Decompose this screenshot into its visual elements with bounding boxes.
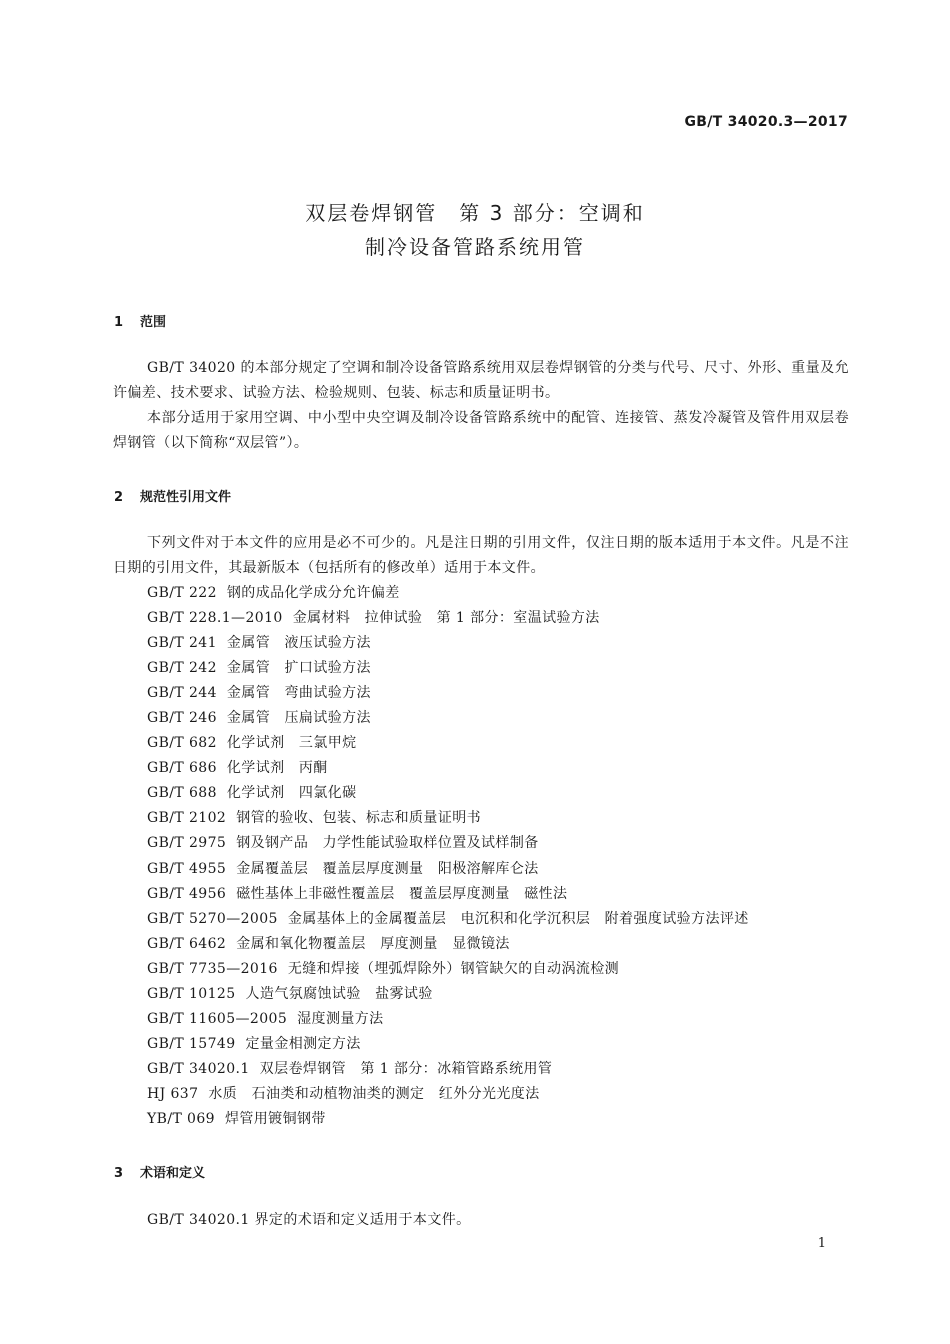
reference-item	[147, 1057, 749, 1082]
page-number: 1	[817, 1236, 826, 1251]
title-line-2: 制冷设备管路系统用管	[365, 235, 585, 259]
reference-code: GB/T 241	[147, 635, 217, 652]
reference-item	[147, 957, 749, 982]
section-title: 术语和定义	[140, 1166, 206, 1181]
reference-item	[147, 831, 749, 856]
reference-item	[147, 756, 749, 781]
reference-code: GB/T 682	[147, 735, 217, 752]
reference-title: 湿度测量方法	[297, 1010, 384, 1027]
reference-code: GB/T 2102	[147, 810, 227, 827]
reference-item	[147, 581, 749, 606]
reference-item	[147, 1107, 749, 1132]
reference-code: GB/T 4955	[147, 860, 227, 877]
section-number: 2	[114, 490, 124, 505]
reference-item	[147, 606, 749, 631]
reference-list	[147, 581, 749, 1132]
scope-paragraph-1: GB/T 34020 的本部分规定了空调和制冷设备管路系统用双层卷焊钢管的分类与代号、尺寸、外形、重量及允许偏差、技术要求、试验方法、检验规则、包装、标志和质量证明书。	[113, 360, 849, 401]
reference-code: GB/T 222	[147, 585, 217, 601]
reference-item	[147, 731, 749, 756]
reference-item	[147, 982, 749, 1007]
reference-title: 金属管 压扁试验方法	[226, 710, 371, 727]
reference-title: 金属材料 拉伸试验 第 1 部分：室温试验方法	[292, 610, 600, 627]
reference-item	[147, 932, 749, 957]
reference-code: GB/T 2975	[147, 835, 227, 852]
reference-item	[147, 857, 749, 882]
reference-item	[147, 1082, 749, 1107]
reference-title: 金属覆盖层 覆盖层厚度测量 阳极溶解库仑法	[236, 860, 539, 877]
reference-item	[147, 631, 749, 656]
reference-title: 金属管 扩口试验方法	[226, 660, 371, 677]
section-3-heading	[114, 1162, 205, 1181]
reference-title: 金属管 弯曲试验方法	[226, 685, 371, 702]
section-1-heading	[114, 311, 166, 330]
reference-item	[147, 1007, 749, 1032]
reference-code: GB/T 5270—2005	[147, 910, 278, 927]
reference-item	[147, 1032, 749, 1057]
reference-code: GB/T 686	[147, 760, 217, 777]
section-number: 3	[114, 1166, 124, 1181]
reference-title: 金属基体上的金属覆盖层 电沉积和化学沉积层 附着强度试验方法评述	[287, 910, 749, 927]
reference-code: GB/T 15749	[147, 1035, 236, 1052]
reference-item	[147, 706, 749, 731]
reference-code: GB/T 246	[147, 710, 217, 727]
reference-title: 双层卷焊钢管 第 1 部分：冰箱管路系统用管	[259, 1060, 553, 1077]
reference-title: 钢的成品化学成分允许偏差	[226, 585, 400, 601]
reference-item	[147, 882, 749, 907]
reference-title: 化学试剂 三氯甲烷	[226, 735, 357, 752]
reference-code: YB/T 069	[147, 1110, 215, 1127]
reference-title: 人造气氛腐蚀试验 盐雾试验	[245, 985, 433, 1002]
reference-code: GB/T 228.1—2010	[147, 610, 283, 627]
reference-title: 钢及钢产品 力学性能试验取样位置及试样制备	[236, 835, 539, 852]
reference-item	[147, 681, 749, 706]
reference-title: 磁性基体上非磁性覆盖层 覆盖层厚度测量 磁性法	[236, 885, 568, 902]
section-number: 1	[114, 315, 124, 330]
reference-title: 焊管用镀铜钢带	[224, 1110, 326, 1127]
reference-code: GB/T 4956	[147, 885, 227, 902]
reference-item	[147, 781, 749, 806]
reference-title: 钢管的验收、包装、标志和质量证明书	[236, 810, 482, 827]
title-line-1: 双层卷焊钢管 第 3 部分：空调和	[305, 201, 645, 225]
reference-code: GB/T 688	[147, 785, 217, 802]
standard-code: GB/T 34020.3—2017	[684, 114, 848, 130]
reference-code: GB/T 11605—2005	[147, 1010, 288, 1027]
reference-code: GB/T 10125	[147, 985, 236, 1002]
reference-title: 化学试剂 四氯化碳	[226, 785, 357, 802]
scope-paragraph-2: 本部分适用于家用空调、中小型中央空调及制冷设备管路系统中的配管、连接管、蒸发冷凝管及管件用双层卷焊钢管（以下简称“双层管”）。	[113, 410, 849, 451]
reference-item	[147, 907, 749, 932]
normative-intro: 下列文件对于本文件的应用是必不可少的。凡是注日期的引用文件，仅注日期的版本适用于本文件。凡是不注日期的引用文件，其最新版本（包括所有的修改单）适用于本文件。	[113, 535, 849, 576]
reference-title: 水质 石油类和动植物油类的测定 红外分光光度法	[208, 1085, 540, 1102]
reference-code: GB/T 34020.1	[147, 1060, 250, 1077]
terms-paragraph: GB/T 34020.1 界定的术语和定义适用于本文件。	[147, 1212, 471, 1228]
reference-code: GB/T 244	[147, 685, 217, 702]
reference-title: 金属和氧化物覆盖层 厚度测量 显微镜法	[236, 935, 510, 952]
reference-title: 金属管 液压试验方法	[226, 635, 371, 652]
reference-item	[147, 806, 749, 831]
reference-title: 无缝和焊接（埋弧焊除外）钢管缺欠的自动涡流检测	[287, 960, 620, 977]
section-title: 范围	[140, 315, 167, 330]
reference-code: GB/T 7735—2016	[147, 960, 278, 977]
reference-title: 化学试剂 丙酮	[226, 760, 328, 777]
document-title	[0, 196, 950, 264]
reference-code: HJ 637	[147, 1085, 199, 1102]
reference-item	[147, 656, 749, 681]
section-2-heading	[114, 486, 231, 505]
section-title: 规范性引用文件	[140, 490, 232, 505]
reference-code: GB/T 242	[147, 660, 217, 677]
reference-code: GB/T 6462	[147, 935, 227, 952]
reference-title: 定量金相测定方法	[245, 1035, 361, 1052]
